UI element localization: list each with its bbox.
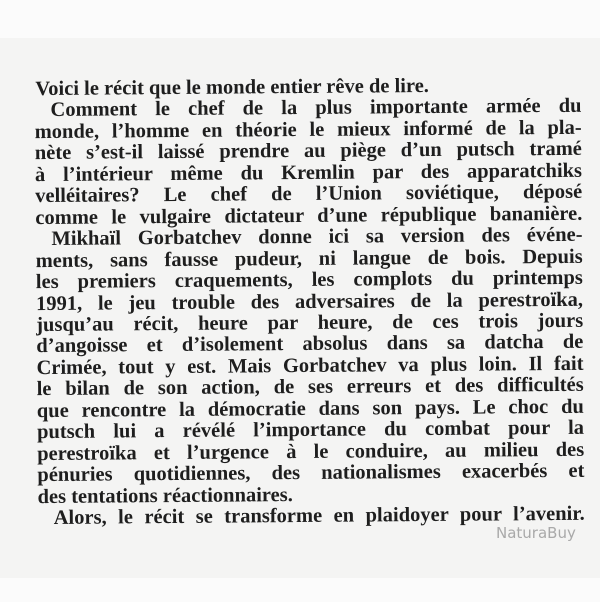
text-line: Alors, le récit se transforme en plaidoyer pour l’avenir.: [53, 502, 585, 529]
text-line: 1991, le jeu trouble des adversaires de la perestroïka,: [35, 288, 584, 315]
text-line: pénuries quotidiennes, des nationalismes exacerbés et: [37, 459, 585, 487]
text-line: des tentations réactionnaires.: [37, 483, 293, 508]
text-line: nète s’est-il laissé prendre au piège d’un putsch tramé: [34, 138, 582, 165]
text-line: comme le vulgaire dictateur d’une république bananière.: [35, 202, 583, 229]
text-line: que rencontre la démocratie dans son pays. Le choc du: [36, 395, 584, 422]
naturabuy-watermark: NaturaBuy: [496, 524, 576, 542]
text-line: Voici le récit que le monde entier rêve de lire.: [35, 74, 429, 101]
text-line: d’angoisse et d’isolement absolus dans sa datcha de: [36, 331, 584, 358]
text-line: putsch lui a révélé l’importance du combat pour la: [36, 416, 585, 444]
text-line: ments, sans fausse pudeur, ni langue de bois. Depuis: [35, 245, 583, 272]
text-line: velléitaires? Le chef de l’Union soviétique, déposé: [35, 181, 583, 208]
text-line: jusqu’au récit, heure par heure, de ces trois jours: [36, 309, 584, 337]
text-line: Comment le chef de la plus importante armée du: [50, 95, 582, 122]
text-line: à l’intérieur même du Kremlin par des apparatchiks: [34, 159, 583, 186]
text-line: monde, l’homme en théorie le mieux informé de la pla-: [34, 116, 582, 143]
text-line: le bilan de son action, de ses erreurs et des difficultés: [36, 374, 584, 401]
text-line: perestroïka et l’urgence à le conduire, au milieu des: [37, 438, 585, 465]
text-line: les premiers craquements, les complots du printemps: [35, 266, 583, 294]
text-line: Crimée, tout y est. Mais Gorbatchev va plus loin. Il fait: [36, 352, 584, 379]
text-line: Mikhaïl Gorbatchev donne ici sa version des événe-: [51, 223, 583, 251]
